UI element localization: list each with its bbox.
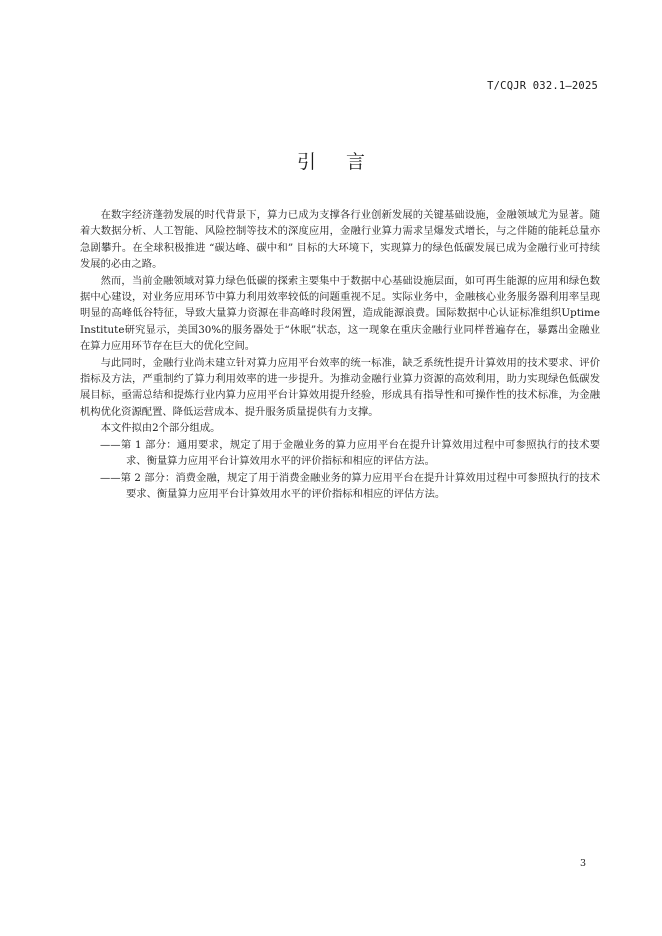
body-text	[80, 207, 600, 502]
page-title: 引言	[296, 151, 395, 173]
paragraph-need-for-standard: 与此同时，金融行业尚未建立针对算力应用平台效率的统一标准，缺乏系统性提升计算效用的技术要求、评价指标及方法，严重制约了算力利用效率的进一步提升。为推动金融行业算力资源的高效利用，助力实现绿色低碳发展目标，亟需总结和提炼行业内算力应用平台计算效用提升经验，形成具有指导性和可操作性的技术标准，为金融机构优化资源配置、降低运营成本、提升服务质量提供有力支撑。	[80, 356, 600, 418]
paragraph-current-state: 然而，当前金融领域对算力绿色低碳的探索主要集中于数据中心基础设施层面，如可再生能源的应用和绿色数据中心建设，对业务应用环节中算力利用效率较低的问题重视不足。实际业务中，金融核心业务服务器利用率呈现明显的高峰低谷特征，导致大量算力资源在非高峰时段闲置，造成能源浪费。国际数据中心认证标准组织Uptime Institute研究显示，美国30%的服务器处于“休眠”状态，这一现象在重庆金融行业同样普遍存在，暴露出金融业在算力应用环节存在巨大的优化空间。	[80, 274, 600, 353]
page-number: 3	[579, 858, 586, 869]
paragraph-structure-intro: 本文件拟由2个部分组成。	[100, 422, 221, 435]
paragraph-background: 在数字经济蓬勃发展的时代背景下，算力已成为支撑各行业创新发展的关键基础设施，金融领域尤为显著。随着大数据分析、人工智能、风险控制等技术的深度应用，金融行业算力需求呈爆发式增长，与之伴随的能耗总量亦急剧攀升。在全球积极推进 “碳达峰、碳中和” 目标的大环境下，实现算力的绿色低碳发展已成为金融行业可持续发展的必由之路。	[80, 209, 600, 271]
part-1-item: ——第 1 部分：通用要求，规定了用于金融业务的算力应用平台在提升计算效用过程中可参照执行的技术要求、衡量算力应用平台计算效用水平的评价指标和相应的评估方法。	[100, 438, 600, 468]
document-code: T/CQJR 032.1—2025	[487, 80, 598, 92]
part-2-item: ——第 2 部分：消费金融，规定了用于消费金融业务的算力应用平台在提升计算效用过程中可参照执行的技术要求、衡量算力应用平台计算效用水平的评价指标和相应的评估方法。	[100, 471, 600, 500]
